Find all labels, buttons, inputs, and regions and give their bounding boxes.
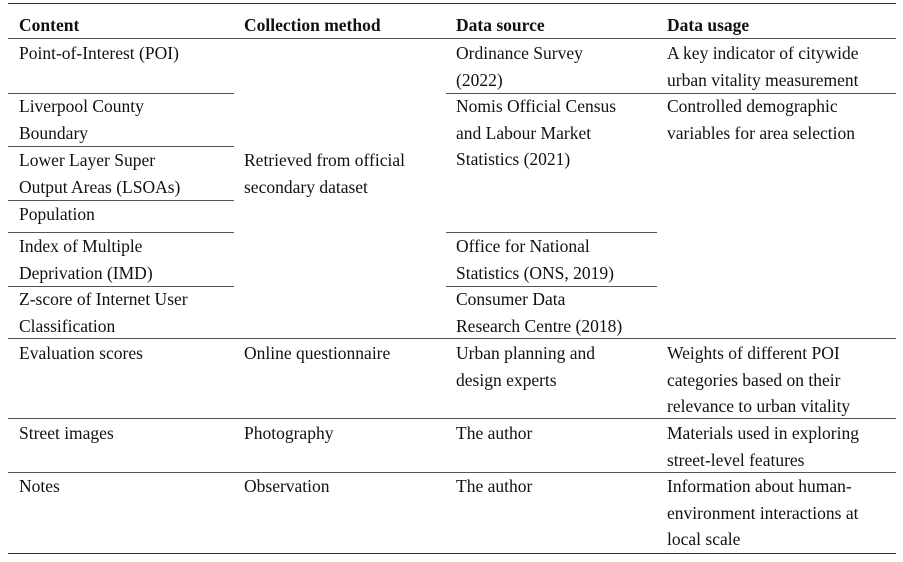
usage-cell <box>667 340 850 420</box>
cell-line: Research Centre (2018) <box>456 315 623 336</box>
cell-line: street-level features <box>667 449 805 470</box>
cell-line: Ordinance Survey <box>456 43 583 63</box>
data-collection-table <box>8 0 896 562</box>
cell-line: Retrieved from official <box>244 150 406 170</box>
content-cell <box>19 93 144 146</box>
usage-cell <box>667 40 858 93</box>
content-cell <box>19 40 179 67</box>
source-cell <box>456 473 532 500</box>
cell-line: Z-score of Internet User <box>19 289 188 309</box>
cell-line: variables for area selection <box>667 122 856 143</box>
cell-line: Consumer Data <box>456 289 566 309</box>
source-cell <box>456 420 532 447</box>
header-data-source: Data source <box>456 15 545 35</box>
source-cell <box>456 286 622 339</box>
cell-line: Online questionnaire <box>244 343 391 363</box>
cell-line: Deprivation (IMD) <box>19 262 153 283</box>
content-cell <box>19 473 60 500</box>
content-cell <box>19 286 188 339</box>
cell-line: Evaluation scores <box>19 343 143 363</box>
cell-line: The author <box>456 476 533 496</box>
cell-line: Photography <box>244 423 334 443</box>
cell-line: Classification <box>19 315 116 336</box>
cell-line: categories based on their <box>667 369 841 390</box>
cell-line: Liverpool County <box>19 96 144 116</box>
source-cell <box>456 233 614 286</box>
cell-line: Population <box>19 204 95 224</box>
cell-line: Urban planning and <box>456 343 595 363</box>
cell-line: Output Areas (LSOAs) <box>19 176 181 197</box>
cell-line: Street images <box>19 423 114 443</box>
cell-line: Statistics (2021) <box>456 149 571 169</box>
cell-line: Nomis Official Census <box>456 96 617 116</box>
cell-line: Index of Multiple <box>19 236 143 256</box>
content-cell <box>19 147 180 200</box>
content-cell <box>19 201 95 228</box>
cell-line: Information about human- <box>667 476 852 496</box>
collection-cell <box>244 420 333 447</box>
content-cell <box>19 340 143 367</box>
cell-line: and Labour Market <box>456 122 592 143</box>
cell-line: Statistics (ONS, 2019) <box>456 262 614 283</box>
usage-cell <box>667 93 855 146</box>
cell-line: urban vitality measurement <box>667 69 859 90</box>
cell-line: Boundary <box>19 122 89 143</box>
header-data-usage: Data usage <box>667 15 750 35</box>
source-cell <box>456 340 595 393</box>
cell-line: local scale <box>667 529 741 549</box>
header-rule <box>8 38 896 39</box>
collection-cell <box>244 340 390 367</box>
cell-line: relevance to urban vitality <box>667 396 851 416</box>
content-cell <box>19 233 153 286</box>
cell-line: environment interactions at <box>667 502 859 523</box>
cell-line: Notes <box>19 476 60 496</box>
cell-line: design experts <box>456 369 557 390</box>
source-cell <box>456 93 616 173</box>
header-content: Content <box>19 15 80 35</box>
collection-cell <box>244 473 330 500</box>
usage-cell <box>667 420 859 473</box>
cell-line: Weights of different POI <box>667 343 840 363</box>
cell-line: Controlled demographic <box>667 96 838 116</box>
cell-line: Lower Layer Super <box>19 150 156 170</box>
cell-line: Office for National <box>456 236 590 256</box>
table-bottom-rule <box>8 553 896 554</box>
source-cell <box>456 40 583 93</box>
cell-line: (2022) <box>456 69 503 90</box>
header-collection-method: Collection method <box>244 15 381 35</box>
cell-line: A key indicator of citywide <box>667 43 859 63</box>
content-cell <box>19 420 114 447</box>
collection-cell <box>244 147 405 200</box>
cell-line: Observation <box>244 476 330 496</box>
cell-line: secondary dataset <box>244 176 368 197</box>
cell-line: Materials used in exploring <box>667 423 859 443</box>
cell-line: The author <box>456 423 533 443</box>
cell-line: Point-of-Interest (POI) <box>19 43 179 63</box>
usage-cell <box>667 473 858 553</box>
table-top-rule <box>8 3 896 4</box>
